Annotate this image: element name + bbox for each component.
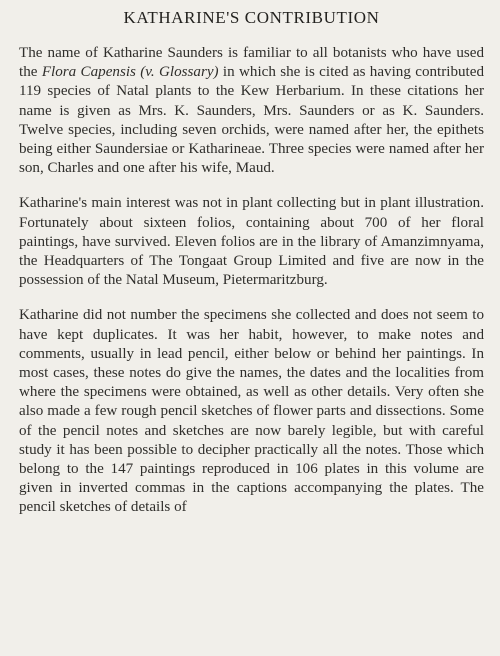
paragraph-2-text: Katharine's main interest was not in plant collecting but in plant illustration. Fortunately about sixteen folios, containing about 700 of her floral paintings, have survived. Eleven folios are in the library of Amanzimnyama, the Headquarters of The Tongaat Group Limited and five are now in the possession of the Natal Museum, Pietermaritzburg. [19, 195, 484, 289]
page-title: KATHARINE'S CONTRIBUTION [123, 8, 380, 27]
paragraph-1 [19, 44, 484, 178]
paragraph-1-text-b: in which she is cited as having contributed 119 species of Natal plants to the Kew Herbarium. In these citations her name is given as Mrs. K. Saunders, Mrs. Saunders or as K. Saunders. Twelve species, including seven orchids, were named after her, the epithets being either Saundersiae or Katharineae. Three species were named after her son, Charles and one after his wife, Maud. [19, 64, 484, 177]
paragraph-3 [19, 306, 484, 517]
paragraph-3-text: Katharine did not number the specimens she collected and does not seem to have kept duplicates. It was her habit, however, to make notes and comments, usually in lead pencil, either below or behind her paintings. In most cases, these notes do give the names, the dates and the localities from where the specimens were obtained, as well as other details. Very often she also made a few rough pencil sketches of flower parts and dissections. Some of the pencil notes and sketches are now barely legible, but with careful study it has been possible to decipher practically all the notes. Those which belong to the 147 paintings reproduced in 106 plates in this volume are given in inverted commas in the captions accompanying the plates. The pencil sketches of details of [19, 307, 484, 516]
paragraph-1-text-a: The name of Katharine Saunders is familiar to all botanists who have used the [19, 45, 484, 81]
flora-capensis-reference: Flora Capensis (v. Glossary) [41, 64, 219, 81]
paragraph-2 [19, 194, 484, 290]
